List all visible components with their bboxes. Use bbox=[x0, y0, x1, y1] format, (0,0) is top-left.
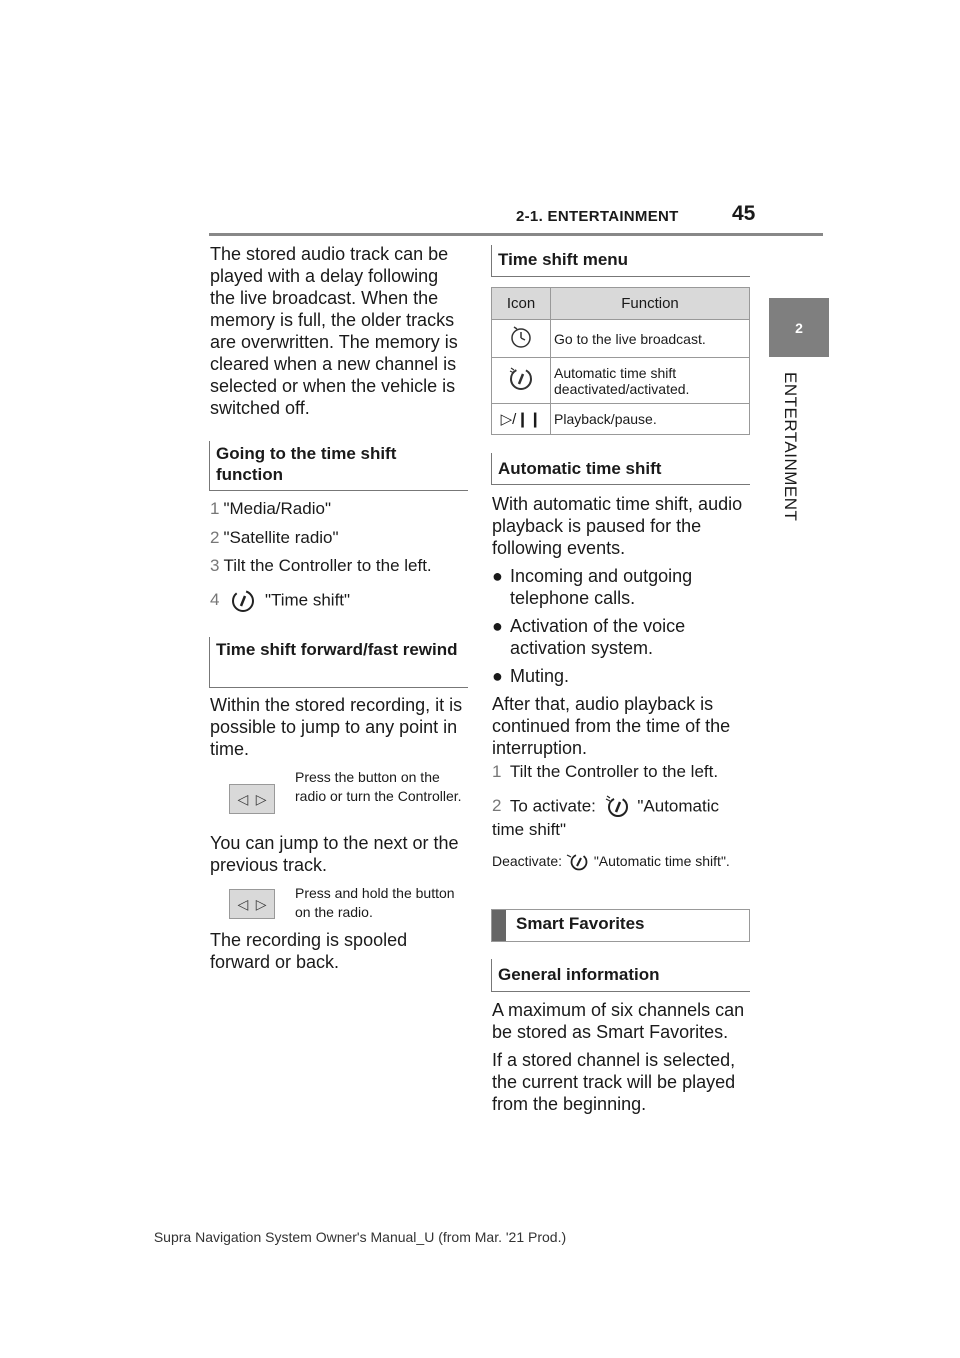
after-paragraph: After that, audio playback is continued from the time of the interruption. bbox=[492, 694, 731, 758]
running-header: 2-1. ENTERTAINMENT bbox=[516, 208, 679, 225]
time-shift-table bbox=[491, 287, 750, 435]
table-row: ▷/❙❙ Playback/pause. bbox=[492, 404, 750, 435]
page-number: 45 bbox=[732, 202, 756, 225]
automatic-time-shift-icon bbox=[604, 795, 630, 819]
page-footer: Supra Navigation System Owner's Manual_U (from Mar. '21 Prod.) bbox=[153, 1229, 567, 1245]
auto-step-1: 1 Tilt the Controller to the left. bbox=[492, 762, 719, 781]
step-4: 4 "Time shift" bbox=[210, 589, 350, 613]
chapter-tab bbox=[769, 298, 829, 357]
step-2: 2 "Satellite radio" bbox=[210, 528, 339, 547]
table-row: Automatic time shift deactivated/activated. bbox=[492, 358, 750, 404]
spooled-paragraph: The recording is spooled forward or back. bbox=[210, 930, 408, 972]
time-shift-icon bbox=[230, 589, 256, 613]
step-3: 3 Tilt the Controller to the left. bbox=[210, 556, 432, 575]
automatic-time-shift-icon bbox=[507, 366, 535, 392]
heading-goto-time-shift: Going to the time shift function bbox=[209, 441, 468, 491]
seek-hold-button-graphic bbox=[229, 889, 275, 919]
bullet-item: ● Activation of the voice activation system. bbox=[492, 616, 686, 658]
auto-step-2: 2 To activate: "Automatic time shift" bbox=[492, 796, 719, 839]
banner-bar bbox=[492, 910, 506, 941]
bullet-icon: ● bbox=[492, 616, 503, 636]
jump-paragraph: You can jump to the next or the previous track. bbox=[210, 833, 459, 875]
general-paragraph-1: A maximum of six channels can be stored as Smart Favorites. bbox=[492, 1000, 745, 1042]
smart-favorites-banner bbox=[491, 909, 750, 942]
heading-general-information: General information bbox=[491, 959, 750, 992]
deactivate-note: Deactivate: "Automatic time shift". bbox=[492, 852, 750, 872]
press-note-1: Press the button on the radio or turn the Controller. bbox=[295, 769, 462, 804]
arrow-left-icon: ◁ bbox=[237, 790, 249, 807]
col-function: Function bbox=[551, 288, 750, 320]
arrow-right-icon: ▷ bbox=[255, 790, 267, 807]
chapter-label: ENTERTAINMENT bbox=[781, 372, 800, 522]
bullet-item: ● Incoming and outgoing telephone calls. bbox=[492, 566, 693, 608]
automatic-time-shift-icon bbox=[566, 852, 590, 872]
live-broadcast-icon bbox=[508, 324, 534, 350]
bullet-icon: ● bbox=[492, 666, 503, 686]
col-icon: Icon bbox=[492, 288, 551, 320]
auto-intro: With automatic time shift, audio playback is paused for the following events. bbox=[492, 494, 743, 558]
chapter-number: 2 bbox=[795, 319, 803, 336]
smart-favorites-title: Smart Favorites bbox=[516, 914, 645, 933]
table-row: Go to the live broadcast. bbox=[492, 320, 750, 358]
play-pause-icon: ▷/❙❙ bbox=[500, 411, 542, 428]
heading-automatic-time-shift: Automatic time shift bbox=[491, 453, 750, 485]
step-1: 1 "Media/Radio" bbox=[210, 499, 331, 518]
seek-button-graphic bbox=[229, 784, 275, 814]
heading-time-shift-menu: Time shift menu bbox=[491, 245, 750, 277]
bullet-item: ● Muting. bbox=[492, 666, 570, 686]
intro-paragraph: The stored audio track can be played with a delay following the live broadcast. When the memory is full, the older tracks are overwritten. The memory is cleared when a new channel is selected or when the vehicle is switched off. bbox=[210, 244, 458, 418]
arrow-right-icon: ▷ bbox=[255, 895, 267, 912]
heading-time-shift-forward: Time shift forward/fast rewind bbox=[209, 637, 468, 688]
within-paragraph: Within the stored recording, it is possible to jump to any point in time. bbox=[210, 695, 463, 759]
general-paragraph-2: If a stored channel is selected, the current track will be played from the beginning. bbox=[492, 1050, 736, 1114]
bullet-icon: ● bbox=[492, 566, 503, 586]
press-note-2: Press and hold the button on the radio. bbox=[295, 885, 455, 920]
header-rule bbox=[209, 233, 823, 236]
arrow-left-icon: ◁ bbox=[237, 895, 249, 912]
